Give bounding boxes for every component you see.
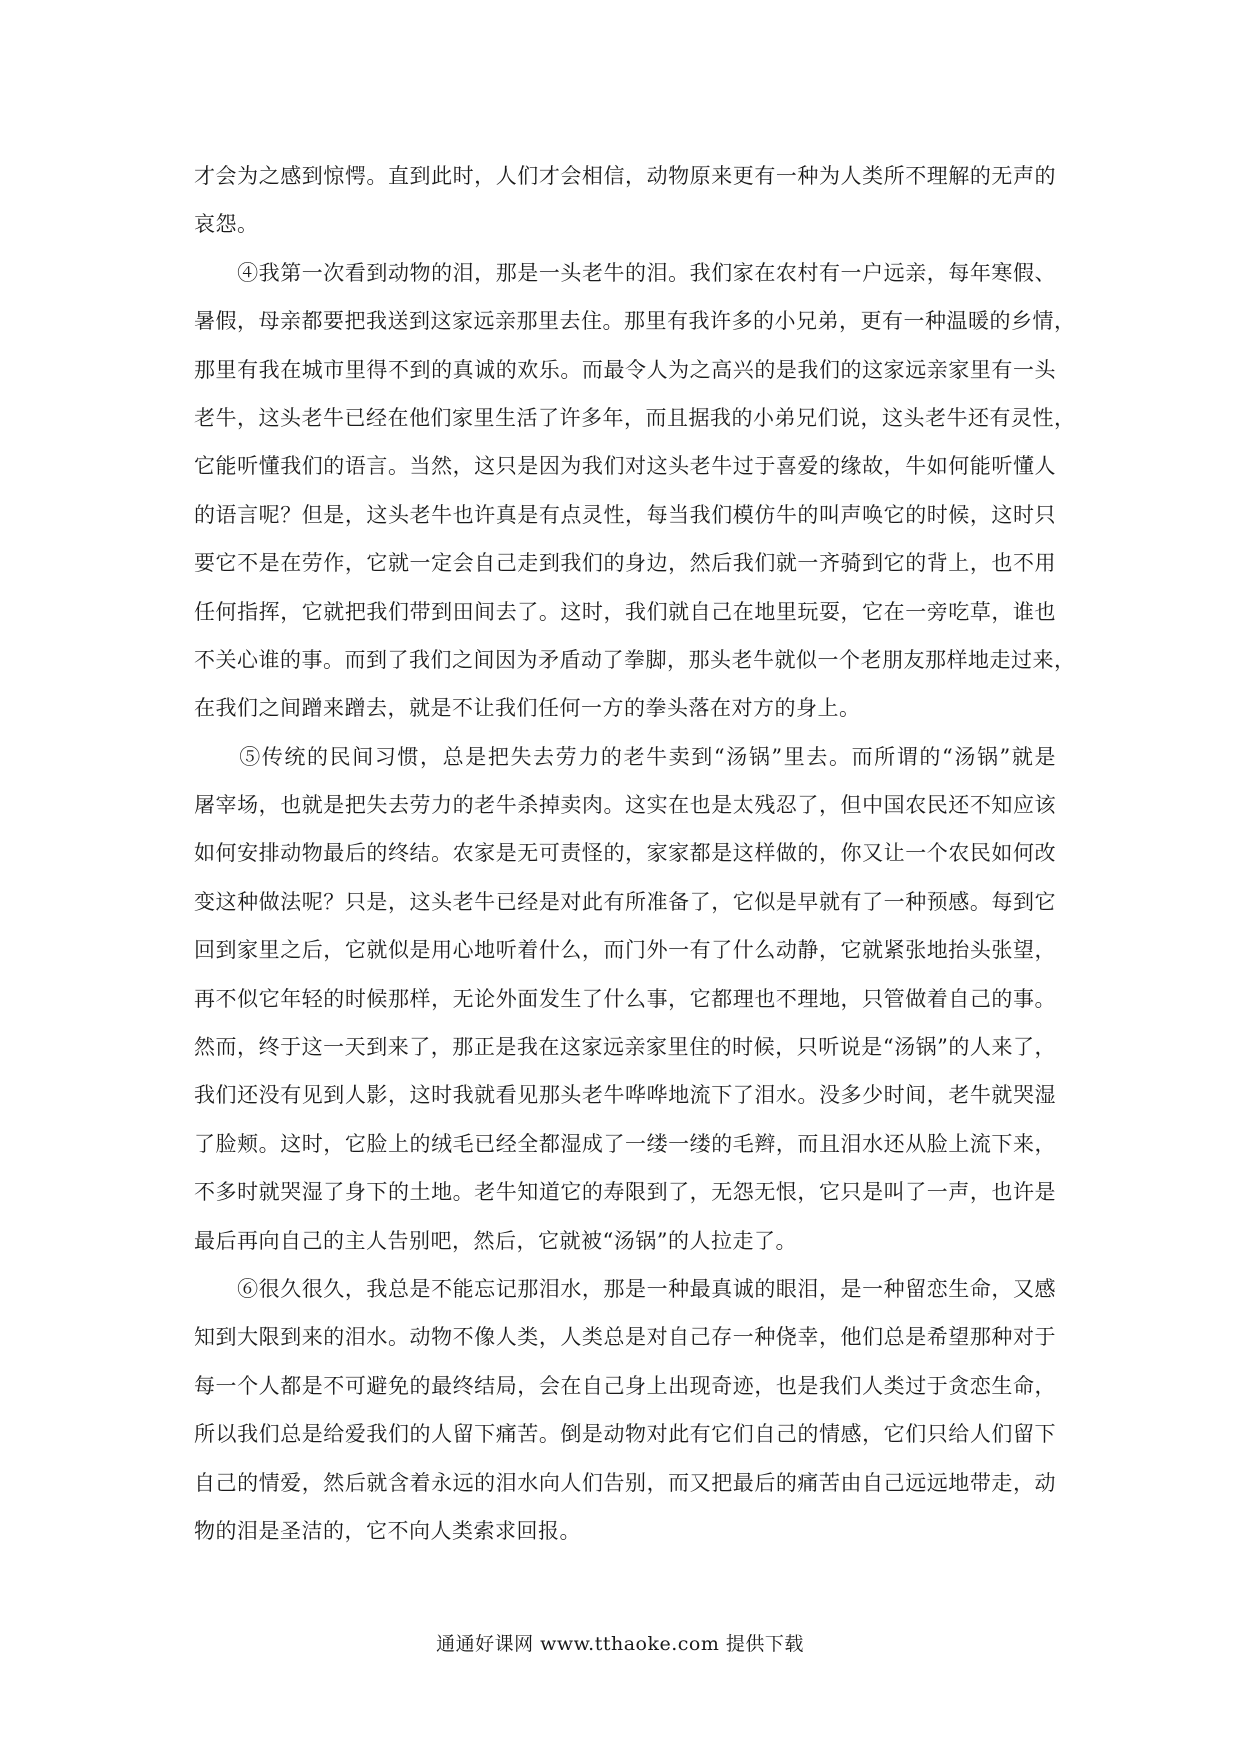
text-line: 最后再向自己的主人告别吧，然后，它就被“汤锅”的人拉走了。 — [194, 1228, 797, 1253]
text-line: 屠宰场，也就是把失去劳力的老牛杀掉卖肉。这实在也是太残忍了，但中国农民还不知应该 — [194, 793, 1056, 818]
text-line: ⑥很久很久，我总是不能忘记那泪水，那是一种最真诚的眼泪，是一种留恋生命，又感 — [194, 1276, 1056, 1301]
text-line: 暑假，母亲都要把我送到这家远亲那里去住。那里有我许多的小兄弟，更有一种温暖的乡情， — [194, 309, 1076, 334]
text-line: 要它不是在劳作，它就一定会自己走到我们的身边，然后我们就一齐骑到它的背上，也不用 — [194, 551, 1056, 576]
text-line: 物的泪是圣洁的，它不向人类索求回报。 — [194, 1518, 581, 1543]
text-line: 老牛，这头老牛已经在他们家里生活了许多年，而且据我的小弟兄们说，这头老牛还有灵性， — [194, 405, 1076, 430]
text-line: 不多时就哭湿了身下的土地。老牛知道它的寿限到了，无怨无恨，它只是叫了一声，也许是 — [194, 1180, 1056, 1205]
text-line: 所以我们总是给爱我们的人留下痛苦。倒是动物对此有它们自己的情感，它们只给人们留下 — [194, 1422, 1056, 1447]
text-line: 才会为之感到惊愕。直到此时，人们才会相信，动物原来更有一种为人类所不理解的无声的 — [194, 164, 1056, 188]
text-line: ④我第一次看到动物的泪，那是一头老牛的泪。我们家在农村有一户远亲，每年寒假、 — [194, 260, 1056, 285]
text-line: 我们还没有见到人影，这时我就看见那头老牛哗哗地流下了泪水。没多少时间，老牛就哭湿 — [194, 1083, 1056, 1108]
text-line: 不关心谁的事。而到了我们之间因为矛盾动了拳脚，那头老牛就似一个老朋友那样地走过来， — [194, 647, 1076, 672]
text-line: 每一个人都是不可避免的最终结局，会在自己身上出现奇迹，也是我们人类过于贪恋生命， — [194, 1373, 1056, 1398]
text-line: ⑤传统的民间习惯，总是把失去劳力的老牛卖到“汤锅”里去。而所谓的“汤锅”就是 — [194, 744, 1056, 769]
text-line: 自己的情爱，然后就含着永远的泪水向人们告别，而又把最后的痛苦由自己远远地带走，动 — [194, 1470, 1056, 1495]
text-line: 回到家里之后，它就似是用心地听着什么，而门外一有了什么动静，它就紧张地抬头张望， — [194, 938, 1056, 963]
text-line: 任何指挥，它就把我们带到田间去了。这时，我们就自己在地里玩耍，它在一旁吃草，谁也 — [194, 599, 1056, 624]
text-line: 在我们之间蹭来蹭去，就是不让我们任何一方的拳头落在对方的身上。 — [194, 696, 861, 721]
text-line: 再不似它年轻的时候那样，无论外面发生了什么事，它都理也不理地，只管做着自己的事。 — [194, 986, 1056, 1011]
text-line: 那里有我在城市里得不到的真诚的欢乐。而最令人为之高兴的是我们的这家远亲家里有一头 — [194, 357, 1056, 382]
text-line: 变这种做法呢？只是，这头老牛已经是对此有所准备了，它似是早就有了一种预感。每到它 — [194, 889, 1056, 914]
text-line: 了脸颊。这时，它脸上的绒毛已经全都湿成了一缕一缕的毛辫，而且泪水还从脸上流下来， — [194, 1131, 1056, 1156]
text-line: 的语言呢？但是，这头老牛也许真是有点灵性，每当我们模仿牛的叫声唤它的时候，这时只 — [194, 502, 1056, 527]
text-line: 它能听懂我们的语言。当然，这只是因为我们对这头老牛过于喜爱的缘故，牛如何能听懂人 — [194, 454, 1056, 479]
text-line: 如何安排动物最后的终结。农家是无可责怪的，家家都是这样做的，你又让一个农民如何改 — [194, 841, 1056, 866]
text-line: 然而，终于这一天到来了，那正是我在这家远亲家里住的时候，只听说是“汤锅”的人来了， — [194, 1035, 1056, 1060]
text-line: 知到大限到来的泪水。动物不像人类，人类总是对自己存一种侥幸，他们总是希望那种对于 — [194, 1325, 1056, 1350]
article-body — [194, 152, 1076, 1555]
page-footer: 通通好课网 www.tthaoke.com 提供下载 — [436, 1633, 804, 1655]
text-line: 哀怨。 — [194, 212, 259, 237]
